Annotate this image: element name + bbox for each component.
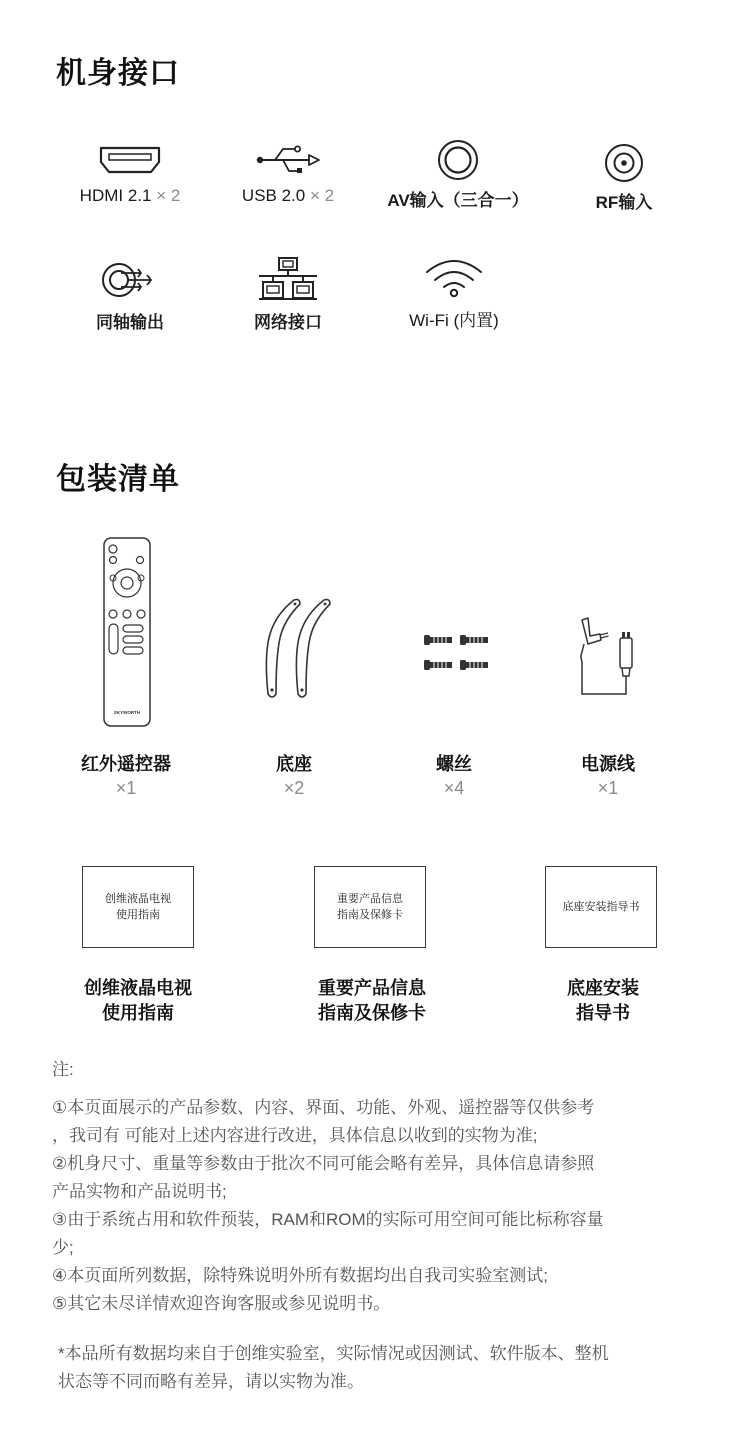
rf-label: RF输入 [595, 193, 653, 212]
remote-illustration [102, 536, 152, 733]
note-line: ⑤其它未尽详情欢迎咨询客服或参见说明书。 [52, 1294, 391, 1313]
port-rf [534, 142, 714, 213]
port-usb [198, 140, 378, 206]
booklet-stand-guide-cover [545, 866, 657, 948]
footnote-line: 状态等不同而略有差异，请以实物为准。 [58, 1372, 364, 1391]
rf-port-icon [589, 142, 659, 182]
footnote [58, 1340, 698, 1396]
note-line: ③由于系统占用和软件预装，RAM和ROM的实际可用空间可能比标称容量 [52, 1210, 604, 1229]
package-section-title: 包装清单 [56, 463, 180, 496]
note-line: ④本页面所列数据，除特殊说明外所有数据均出自我司实验室测试; [52, 1266, 548, 1285]
screws-illustration [422, 630, 490, 681]
booklet-cover-text: 指南及保修卡 [337, 909, 403, 921]
av-label: AV输入（三合一） [387, 191, 529, 210]
note-line: ②机身尺寸、重量等参数由于批次不同可能会略有差异，具体信息请参照 [52, 1154, 595, 1173]
wifi-icon [419, 256, 489, 300]
network-icon [253, 256, 323, 302]
port-network [198, 256, 378, 333]
package-item-power-cord [518, 750, 698, 799]
usb-icon [253, 140, 323, 180]
package-item-name: 底座 [276, 754, 312, 774]
package-item-qty: ×1 [597, 778, 619, 798]
package-item-qty: ×2 [283, 778, 305, 798]
stand-icon [258, 594, 340, 706]
booklet-cover-text: 重要产品信息 [337, 893, 403, 905]
footnote-line: *本品所有数据均来自于创维实验室，实际情况或因测试、软件版本、整机 [58, 1344, 609, 1363]
port-av [368, 140, 548, 211]
package-item-name: 电源线 [581, 754, 635, 774]
wifi-label: Wi-Fi (内置) [409, 311, 499, 330]
booklet-cover-text: 创维液晶电视 [105, 893, 171, 905]
package-item-qty: ×1 [115, 778, 137, 798]
port-hdmi [40, 140, 220, 206]
network-label: 网络接口 [254, 313, 322, 332]
notes [52, 1056, 702, 1084]
booklet-warranty-cover [314, 866, 426, 948]
package-item-remote [36, 750, 216, 799]
coaxial-output-icon [95, 258, 165, 302]
notes-heading: 注: [52, 1060, 74, 1079]
ports-section-title: 机身接口 [56, 57, 180, 90]
power-cord-icon [570, 614, 640, 700]
package-item-name: 红外遥控器 [81, 754, 171, 774]
remote-control-icon [102, 536, 152, 728]
note-line: 少; [52, 1238, 74, 1257]
booklet-cover-text: 底座安装指导书 [562, 901, 640, 913]
note-line: ①本页面展示的产品参数、内容、界面、功能、外观、遥控器等仅供参考 [52, 1098, 595, 1117]
booklet-user-guide-cover [82, 866, 194, 948]
remote-brand-text: SKYWORTH [113, 710, 141, 715]
booklet-warranty-name: 重要产品信息 指南及保修卡 [318, 978, 426, 1023]
port-coaxial [40, 258, 220, 333]
package-item-screws [364, 750, 544, 799]
package-item-name: 螺丝 [436, 754, 472, 774]
coaxial-label: 同轴输出 [96, 313, 164, 332]
package-item-qty: ×4 [443, 778, 465, 798]
av-port-icon [423, 140, 493, 180]
notes-body [52, 1094, 702, 1318]
note-line: 产品实物和产品说明书; [52, 1182, 227, 1201]
hdmi-icon [95, 140, 165, 180]
booklet-stand-guide-name: 底座安装 指导书 [567, 978, 639, 1023]
booklet-cover-text: 使用指南 [116, 909, 160, 921]
hdmi-label: HDMI 2.1 × 2 [79, 186, 181, 205]
port-wifi [364, 256, 544, 331]
stand-illustration [258, 594, 340, 711]
booklet-user-guide-name: 创维液晶电视 使用指南 [84, 978, 192, 1023]
package-item-stand [204, 750, 384, 799]
note-line: ，我司有 可能对上述内容进行改进，具体信息以收到的实物为准; [52, 1126, 538, 1145]
power-cord-illustration [570, 614, 640, 705]
usb-label: USB 2.0 × 2 [241, 186, 335, 205]
screws-icon [422, 630, 490, 676]
